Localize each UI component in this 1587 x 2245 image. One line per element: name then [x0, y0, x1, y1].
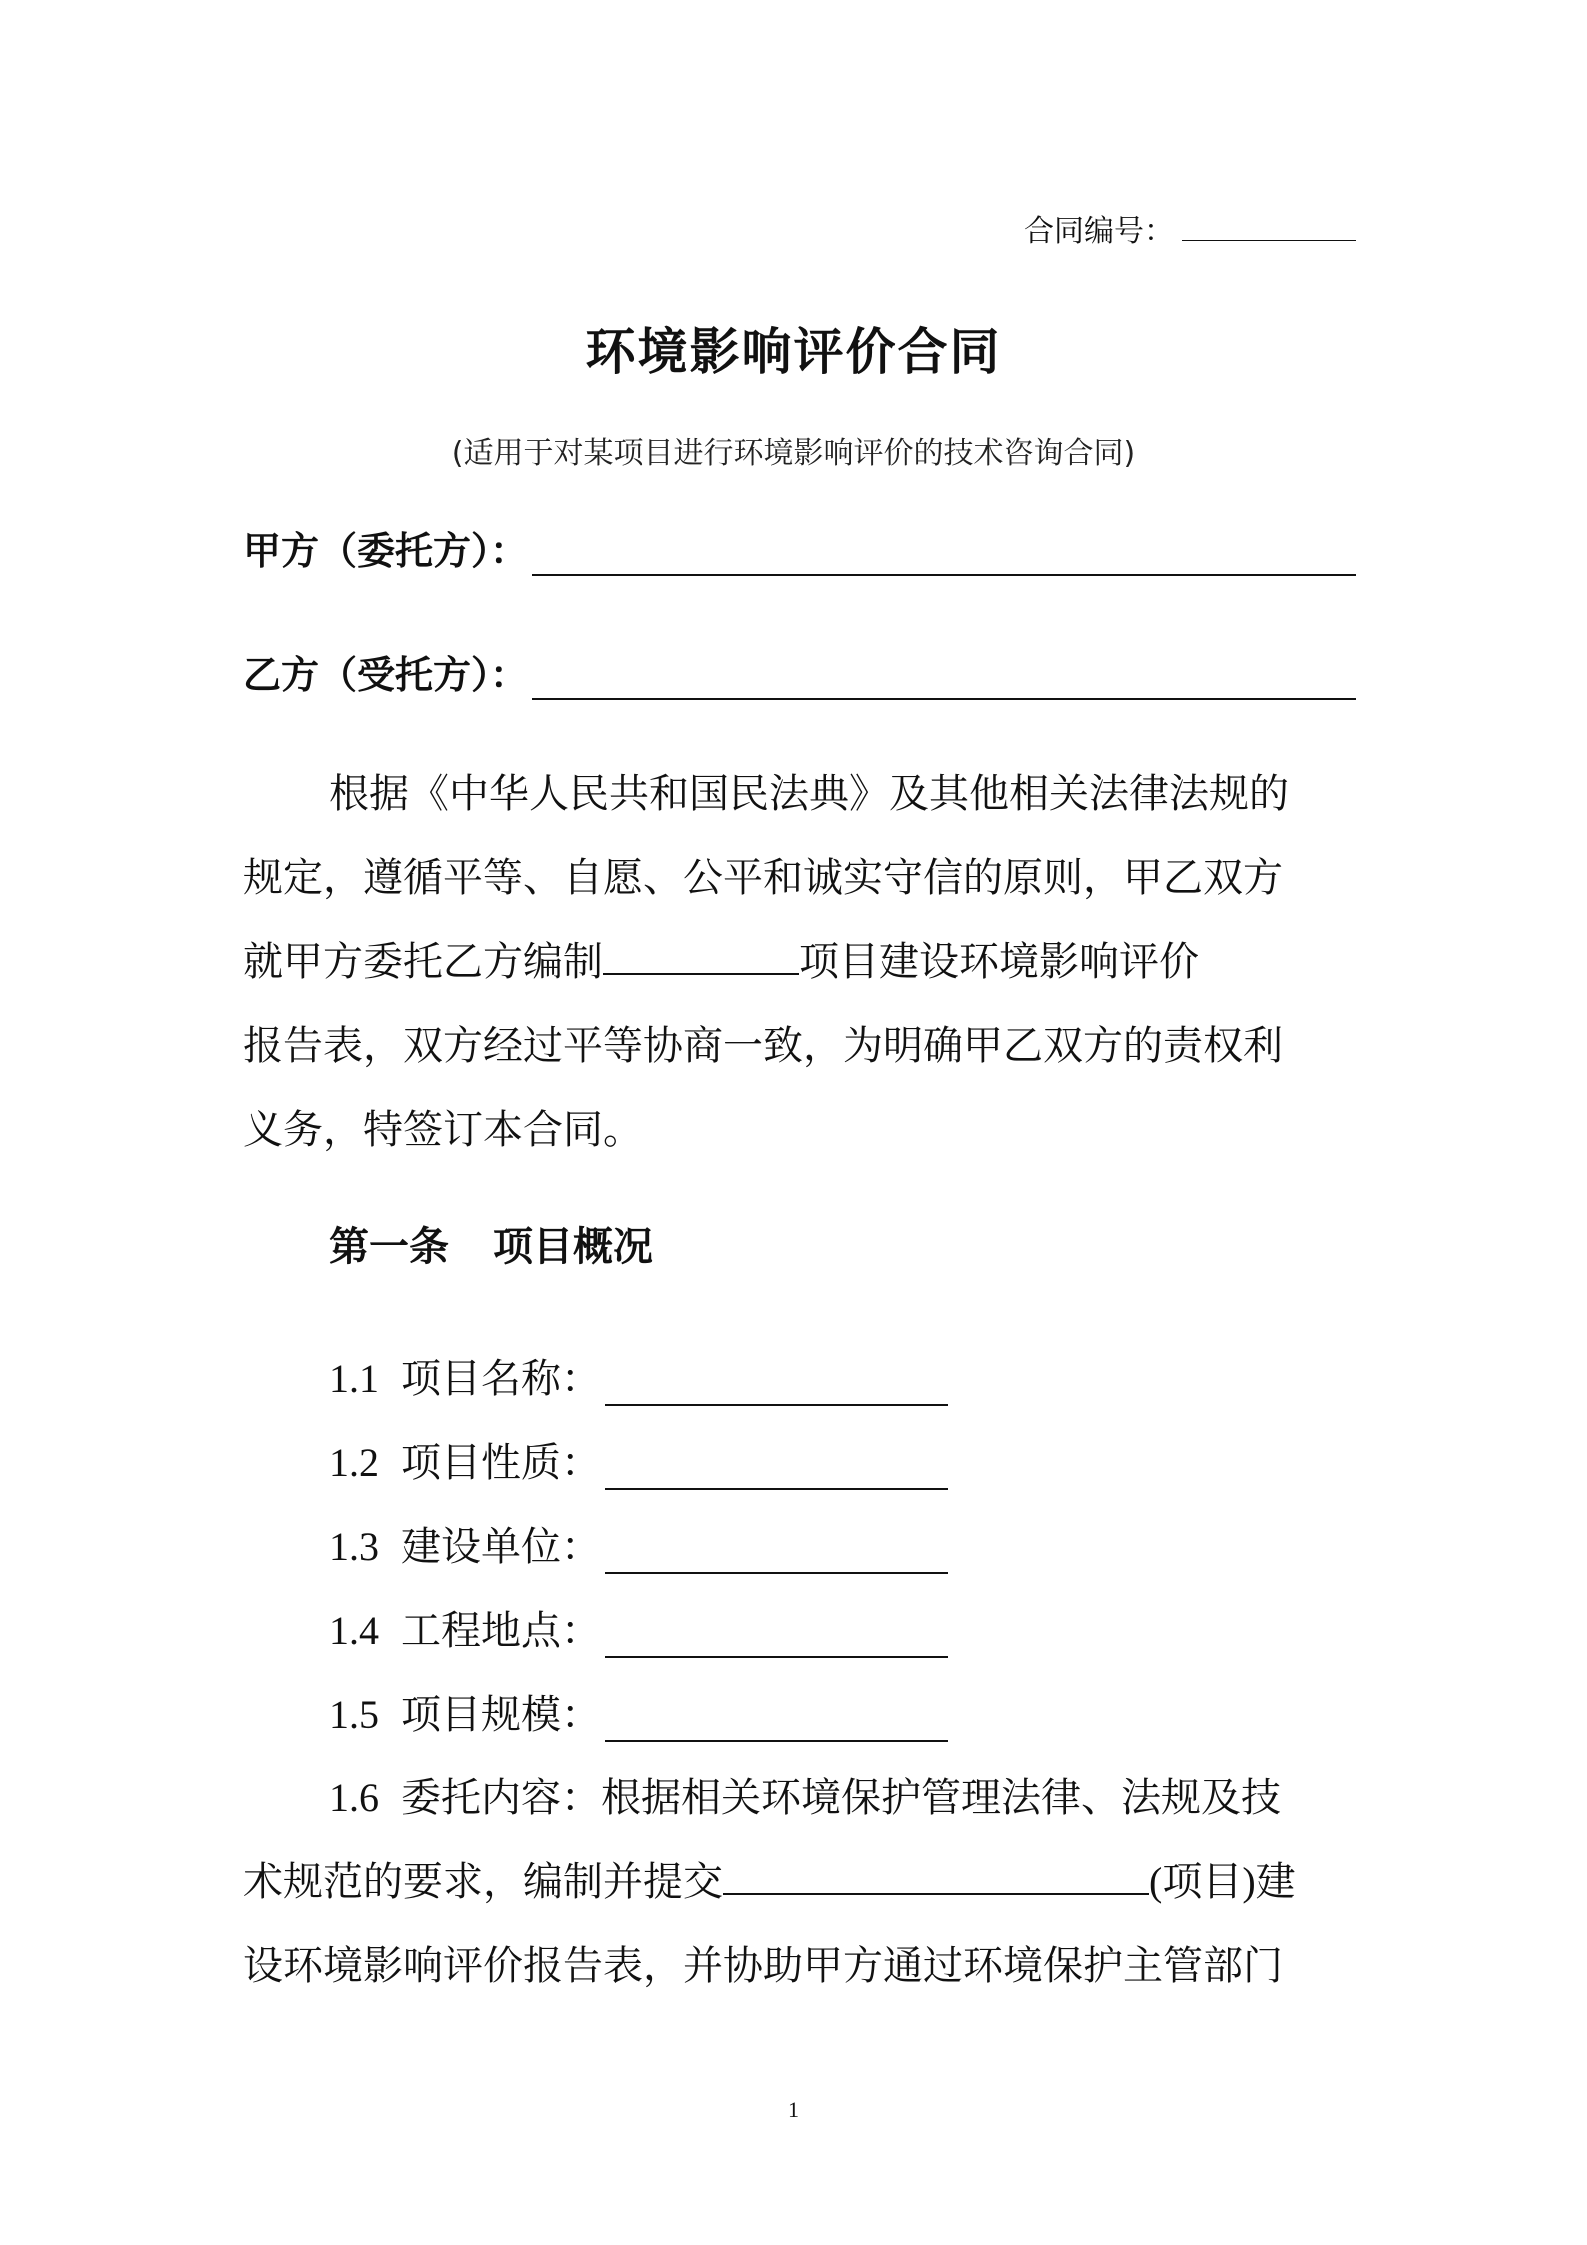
intro-line-1: 根据《中华人民共和国民法典》及其他相关法律法规的: [329, 771, 1289, 817]
project-name-blank[interactable]: [603, 933, 799, 975]
item-1-5-blank[interactable]: [605, 1700, 948, 1742]
item-1-6: [243, 1756, 1356, 2008]
contract-number-field: [1024, 212, 1356, 252]
intro-paragraph: [243, 752, 1356, 1172]
party-a-field: [243, 526, 1356, 576]
item-1-6-line-2: 术规范的要求，编制并提交 (项目)建: [243, 1840, 1356, 1924]
page-number: 1: [788, 2097, 799, 2122]
party-a-blank[interactable]: [532, 534, 1356, 576]
intro-line-5: 义务，特签订本合同。: [243, 1107, 643, 1153]
intro-line-3: 就甲方委托乙方编制 项目建设环境影响评价: [243, 920, 1356, 1004]
document-subtitle: (适用于对某项目进行环境影响评价的技术咨询合同): [451, 436, 1136, 471]
item-1-1-blank[interactable]: [605, 1364, 948, 1406]
contract-number-label: 合同编号：: [1024, 214, 1174, 249]
item-1-4: 1.4 工程地点：: [329, 1604, 948, 1658]
item-1-6-line-3: 设环境影响评价报告表，并协助甲方通过环境保护主管部门: [243, 1943, 1283, 1989]
document-title: 环境影响评价合同: [585, 322, 1002, 381]
article-1-heading: 第一条 项目概况: [329, 1224, 653, 1270]
item-1-3-blank[interactable]: [605, 1532, 948, 1574]
item-1-4-blank[interactable]: [605, 1616, 948, 1658]
item-1-6-line-1: 1.6 委托内容：根据相关环境保护管理法律、法规及技: [329, 1775, 1281, 1821]
intro-line-4: 报告表，双方经过平等协商一致，为明确甲乙双方的责权利: [243, 1023, 1283, 1069]
party-b-field: [243, 650, 1356, 700]
party-a-label: 甲方（委托方）：: [243, 529, 529, 573]
intro-line-2: 规定，遵循平等、自愿、公平和诚实守信的原则，甲乙双方: [243, 855, 1283, 901]
item-1-6-blank[interactable]: [723, 1853, 1149, 1895]
item-1-1: 1.1 项目名称：: [329, 1352, 948, 1406]
item-1-2: 1.2 项目性质：: [329, 1436, 948, 1490]
item-1-2-blank[interactable]: [605, 1448, 948, 1490]
party-b-label: 乙方（受托方）：: [243, 653, 529, 697]
contract-number-blank[interactable]: [1182, 212, 1356, 241]
party-b-blank[interactable]: [532, 658, 1356, 700]
item-1-3: 1.3 建设单位：: [329, 1520, 948, 1574]
item-1-5: 1.5 项目规模：: [329, 1688, 948, 1742]
